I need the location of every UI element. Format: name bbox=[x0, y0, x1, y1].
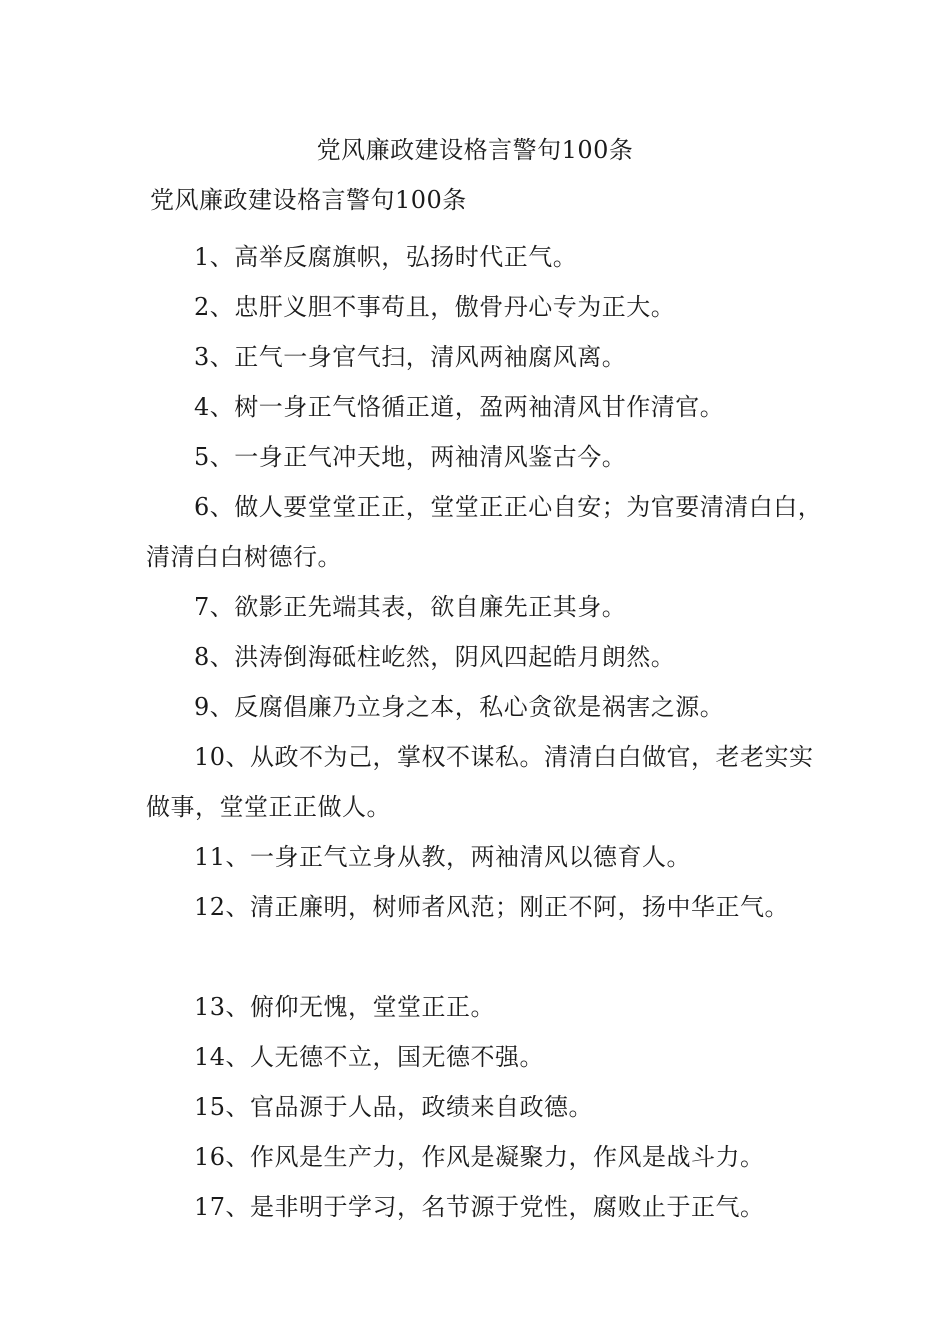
list-item: 3、正气一身官气扫，清风两袖腐风离。 bbox=[194, 343, 627, 371]
document-subtitle: 党风廉政建设格言警句100条 bbox=[150, 186, 467, 214]
document-body bbox=[146, 232, 826, 1232]
list-item: 17、是非明于学习，名节源于党性，腐败止于正气。 bbox=[194, 1193, 765, 1221]
list-item: 10、从政不为己，掌权不谋私。清清白白做官，老老实实做事，堂堂正正做人。 bbox=[146, 743, 814, 821]
list-item: 15、官品源于人品，政绩来自政德。 bbox=[194, 1093, 594, 1121]
list-item: 12、清正廉明，树师者风范；刚正不阿，扬中华正气。 bbox=[194, 893, 790, 921]
document-title: 党风廉政建设格言警句100条 bbox=[316, 136, 634, 164]
list-item: 4、树一身正气恪循正道，盈两袖清风甘作清官。 bbox=[194, 393, 725, 421]
paragraph-gap bbox=[146, 932, 826, 982]
list-item: 7、欲影正先端其表，欲自廉先正其身。 bbox=[194, 593, 627, 621]
list-item: 14、人无德不立，国无德不强。 bbox=[194, 1043, 545, 1071]
list-item: 6、做人要堂堂正正，堂堂正正心自安；为官要清清白白，清清白白树德行。 bbox=[146, 493, 823, 571]
list-item: 16、作风是生产力，作风是凝聚力，作风是战斗力。 bbox=[194, 1143, 765, 1171]
list-item: 5、一身正气冲天地，两袖清风鉴古今。 bbox=[194, 443, 627, 471]
list-item: 11、一身正气立身从教，两袖清风以德育人。 bbox=[194, 843, 692, 871]
list-item: 2、忠肝义胆不事苟且，傲骨丹心专为正大。 bbox=[194, 293, 676, 321]
list-item: 1、高举反腐旗帜，弘扬时代正气。 bbox=[194, 243, 578, 271]
list-item: 9、反腐倡廉乃立身之本，私心贪欲是祸害之源。 bbox=[194, 693, 725, 721]
list-item: 8、洪涛倒海砥柱屹然，阴风四起皓月朗然。 bbox=[194, 643, 676, 671]
list-item: 13、俯仰无愧，堂堂正正。 bbox=[194, 993, 496, 1021]
